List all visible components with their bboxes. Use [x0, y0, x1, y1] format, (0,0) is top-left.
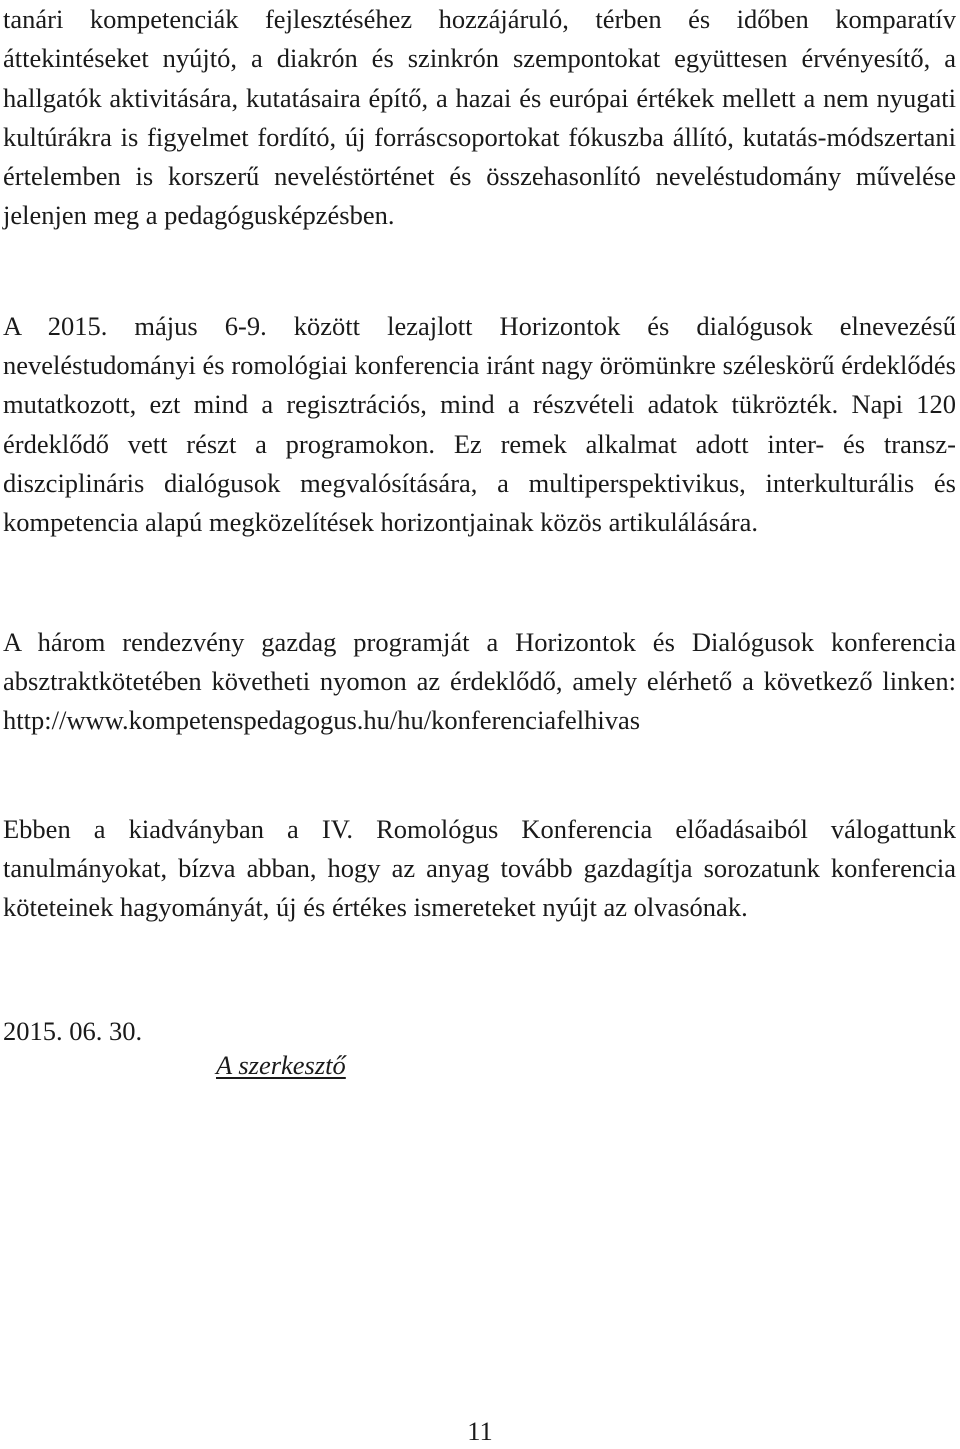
paragraph-2-text: A 2015. május 6-9. között lezajlott Horizontok és dialógusok elnevezésű neveléstudományi és romológiai konferencia iránt nagy örömünkre széleskörű érdeklődés mutatkozott, ezt mind a regisztrációs, mind a részvételi adatok tükrözték. Napi 120 érdeklődő vett részt a programokon. Ez remek alkalmat adott inter- és transz-diszciplináris dialógusok megvalósítására, a multiperspektivikus, interkulturális és kompetencia alapú megközelítések horizontjainak közös artikulálására.	[3, 311, 956, 538]
paragraph-3	[3, 623, 956, 740]
paragraph-2	[3, 307, 956, 542]
paragraph-1	[3, 0, 956, 236]
paragraph-4-text: Ebben a kiadványban a IV. Romológus Konferencia előadásaiból válogattunk tanulmányokat, bízva abban, hogy az anyag tovább gazdagítja sorozatunk konferencia köteteinek hagyományát, új és értékes ismereteket nyújt az olvasónak.	[3, 814, 956, 922]
paragraph-1-text: tanári kompetenciák fejlesztéséhez hozzájáruló, térben és időben komparatív áttekintéseket nyújtó, a diakrón és szinkrón szempontokat együttesen érvényesítő, a hallgatók aktivitására, kutatásaira építő, a hazai és európai értékek mellett a nem nyugati kultúrákra is figyelmet fordító, új forráscsoportokat fókuszba állító, kutatás-módszertani értelemben is korszerű neveléstörténet és összehasonlító neveléstudomány művelése jelenjen meg a pedagógusképzésben.	[3, 4, 956, 231]
page-number: 11	[467, 1416, 493, 1446]
editor-signature: A szerkesztő	[216, 1050, 346, 1080]
paragraph-3-text: A három rendezvény gazdag programját a Horizontok és Dialógusok konferencia absztraktkötetében követheti nyomon az érdeklődő, amely elérhető a következő linken: http://www.kompetenspedagogus.hu/hu/konferenciafelhivas	[3, 627, 956, 735]
date-line: 2015. 06. 30.	[3, 1016, 143, 1046]
paragraph-4	[3, 810, 956, 927]
